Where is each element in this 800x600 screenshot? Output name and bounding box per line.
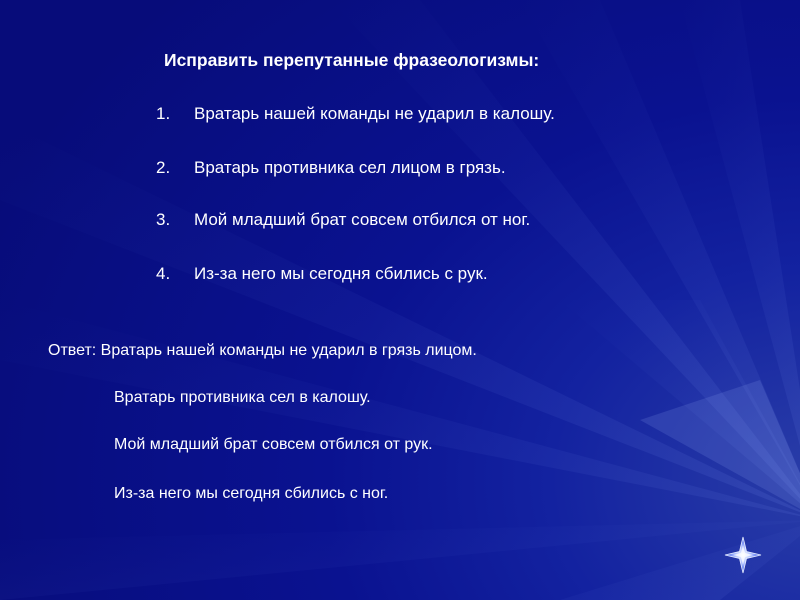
list-item-text: Из-за него мы сегодня сбились с рук. [194, 264, 488, 283]
list-item-number: 3. [156, 210, 171, 229]
answer-line: Ответ: Вратарь нашей команды не ударил в грязь лицом. [48, 342, 477, 359]
answer-line: Вратарь противника сел в калошу. [114, 389, 371, 406]
list-item-number: 2. [156, 158, 171, 177]
list-item-text: Вратарь нашей команды не ударил в калошу. [194, 104, 555, 123]
star-navigation-icon[interactable] [724, 536, 762, 574]
list-item-text: Мой младший брат совсем отбился от ног. [194, 210, 531, 229]
answer-line: Мой младший брат совсем отбился от рук. [114, 436, 433, 453]
slide-title: Исправить перепутанные фразеологизмы: [164, 50, 540, 70]
list-item-text: Вратарь противника сел лицом в грязь. [194, 158, 506, 177]
answer-line: Из-за него мы сегодня сбились с ног. [114, 485, 389, 502]
list-item-number: 4. [156, 264, 171, 283]
list-item-number: 1. [156, 104, 171, 123]
